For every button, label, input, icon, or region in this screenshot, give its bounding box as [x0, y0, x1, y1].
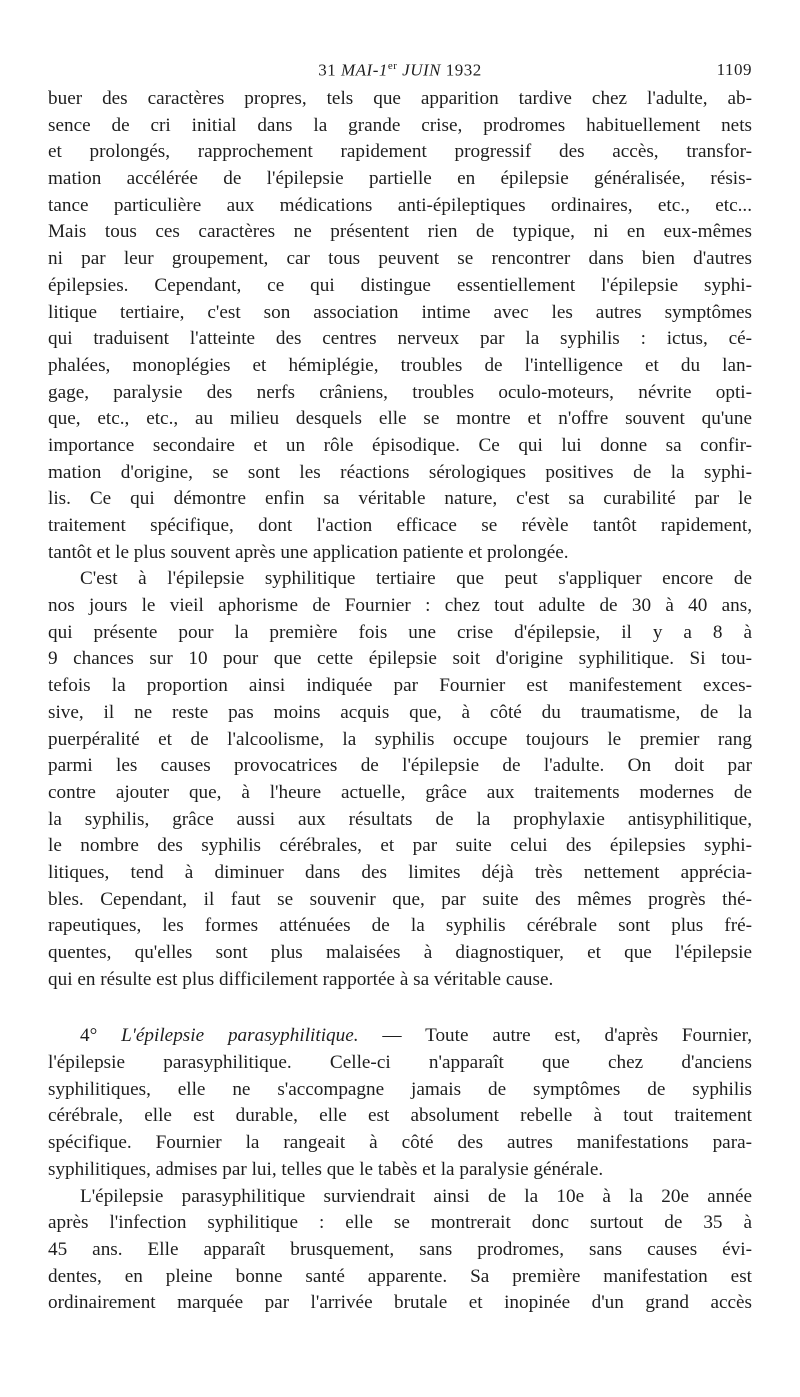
text-line: bles. Cependant, il faut se souvenir que, par suite des mêmes progrès thé- — [48, 888, 752, 910]
text-line: litique tertiaire, c'est son association intime avec les autres symptômes — [48, 301, 752, 323]
running-head — [48, 60, 752, 86]
text-line: tantôt et le plus souvent après une application patiente et prolongée. — [48, 541, 569, 563]
page-number: 1109 — [716, 60, 752, 79]
section-number: 4° — [80, 1025, 122, 1047]
section-title: L'épilepsie parasyphilitique. — [121, 1025, 359, 1047]
text-run: — Toute autre est, d'après Fournier, — [358, 1025, 752, 1047]
text-line: Mais tous ces caractères ne présentent rien de typique, ni en eux-mêmes — [48, 221, 752, 243]
paragraph — [48, 566, 752, 993]
text-line: parmi les causes provocatrices de l'épilepsie de l'adulte. On doit par — [48, 755, 752, 777]
text-line: L'épilepsie parasyphilitique surviendrait ainsi de la 10e à la 20e année — [80, 1185, 752, 1207]
text-line: spécifique. Fournier la rangeait à côté des autres manifestations para- — [48, 1132, 752, 1154]
text-line: après l'infection syphilitique : elle se montrerait donc surtout de 35 à — [48, 1212, 752, 1234]
text-line: litiques, tend à diminuer dans des limites déjà très nettement apprécia- — [48, 861, 752, 883]
text-line: sive, il ne reste pas moins acquis que, à côté du traumatisme, de la — [48, 701, 752, 723]
text-line: épilepsies. Cependant, ce qui distingue essentiellement l'épilepsie syphi- — [48, 274, 752, 296]
text-line: ordinairement marquée par l'arrivée brutale et inopinée d'un grand accès — [48, 1292, 752, 1314]
text-line: cérébrale, elle est durable, elle est absolument rebelle à tout traitement — [48, 1105, 752, 1127]
text-line: 45 ans. Elle apparaît brusquement, sans prodromes, sans causes évi- — [48, 1238, 752, 1260]
section-heading-line — [48, 1023, 752, 1050]
text-line: nos jours le vieil aphorisme de Fournier : chez tout adulte de 30 à 40 ans, — [48, 595, 752, 617]
text-line: lis. Ce qui démontre enfin sa véritable nature, c'est sa curabilité par le — [48, 488, 752, 510]
text-line: mation d'origine, se sont les réactions sérologiques positives de la syphi- — [48, 461, 752, 483]
body-text — [48, 86, 752, 1317]
text-line: quentes, qu'elles sont plus malaisées à diagnostiquer, et que l'épilepsie — [48, 942, 752, 963]
text-line: dentes, en pleine bonne santé apparente. Sa première manifestation est — [48, 1265, 752, 1287]
text-line: tance particulière aux médications anti-épileptiques ordinaires, etc., etc... — [48, 194, 752, 216]
text-line: que, etc., etc., au milieu desquels elle se montre et n'offre souvent qu'une — [48, 408, 752, 430]
text-line: syphilitiques, elle ne s'accompagne jamais de symptômes de syphilis — [48, 1078, 752, 1100]
text-line: gage, paralysie des nerfs crâniens, troubles oculo-moteurs, névrite opti- — [48, 381, 752, 403]
text-line: et prolongés, rapprochement rapidement progressif des accès, transfor- — [48, 141, 752, 163]
section-paragraph — [48, 1023, 752, 1183]
text-line: contre ajouter que, à l'heure actuelle, grâce aux traitements modernes de — [48, 781, 752, 803]
text-line: la syphilis, grâce aussi aux résultats de la prophylaxie antisyphilitique, — [48, 808, 752, 830]
text-line: l'épilepsie parasyphilitique. Celle-ci n'apparaît que chez d'anciens — [48, 1052, 752, 1074]
text-line: buer des caractères propres, tels que apparition tardive chez l'adulte, ab- — [48, 88, 752, 109]
text-line: sence de cri initial dans la grande crise, prodromes habituellement nets — [48, 114, 752, 136]
text-line: mation accélérée de l'épilepsie partielle en épilepsie généralisée, résis- — [48, 168, 752, 190]
text-line: phalées, monoplégies et hémiplégie, troubles de l'intelligence et du lan- — [48, 354, 752, 376]
text-line: traitement spécifique, dont l'action efficace se révèle tantôt rapidement, — [48, 515, 752, 536]
text-line: C'est à l'épilepsie syphilitique tertiaire que peut s'appliquer encore de — [80, 568, 752, 590]
text-line: 9 chances sur 10 pour que cette épilepsie soit d'origine syphilitique. Si tou- — [48, 648, 752, 670]
text-line: syphilitiques, admises par lui, telles que le tabès et la paralysie générale. — [48, 1158, 604, 1180]
text-line: rapeutiques, les formes atténuées de la syphilis cérébrale sont plus fré- — [48, 915, 752, 937]
text-line: ni par leur groupement, car tous peuvent se rencontrer dans bien d'autres — [48, 248, 752, 270]
text-line: puerpéralité et de l'alcoolisme, la syphilis occupe toujours le premier rang — [48, 728, 752, 750]
text-line: importance secondaire et un rôle épisodique. Ce qui lui donne sa confir- — [48, 434, 752, 456]
text-line: tefois la proportion ainsi indiquée par Fournier est manifestement exces- — [48, 675, 752, 697]
paragraph — [48, 1184, 752, 1317]
paragraph — [48, 86, 752, 566]
text-line: qui en résulte est plus difficilement rapportée à sa véritable cause. — [48, 968, 554, 990]
text-line: qui traduisent l'atteinte des centres nerveux par la syphilis : ictus, cé- — [48, 328, 752, 350]
running-head-date: 31 MAI-1er JUIN 1932 — [318, 60, 482, 80]
text-line: qui présente pour la première fois une crise d'épilepsie, il y a 8 à — [48, 621, 752, 643]
text-line: le nombre des syphilis cérébrales, et par suite celui des épilepsies syphi- — [48, 835, 752, 857]
